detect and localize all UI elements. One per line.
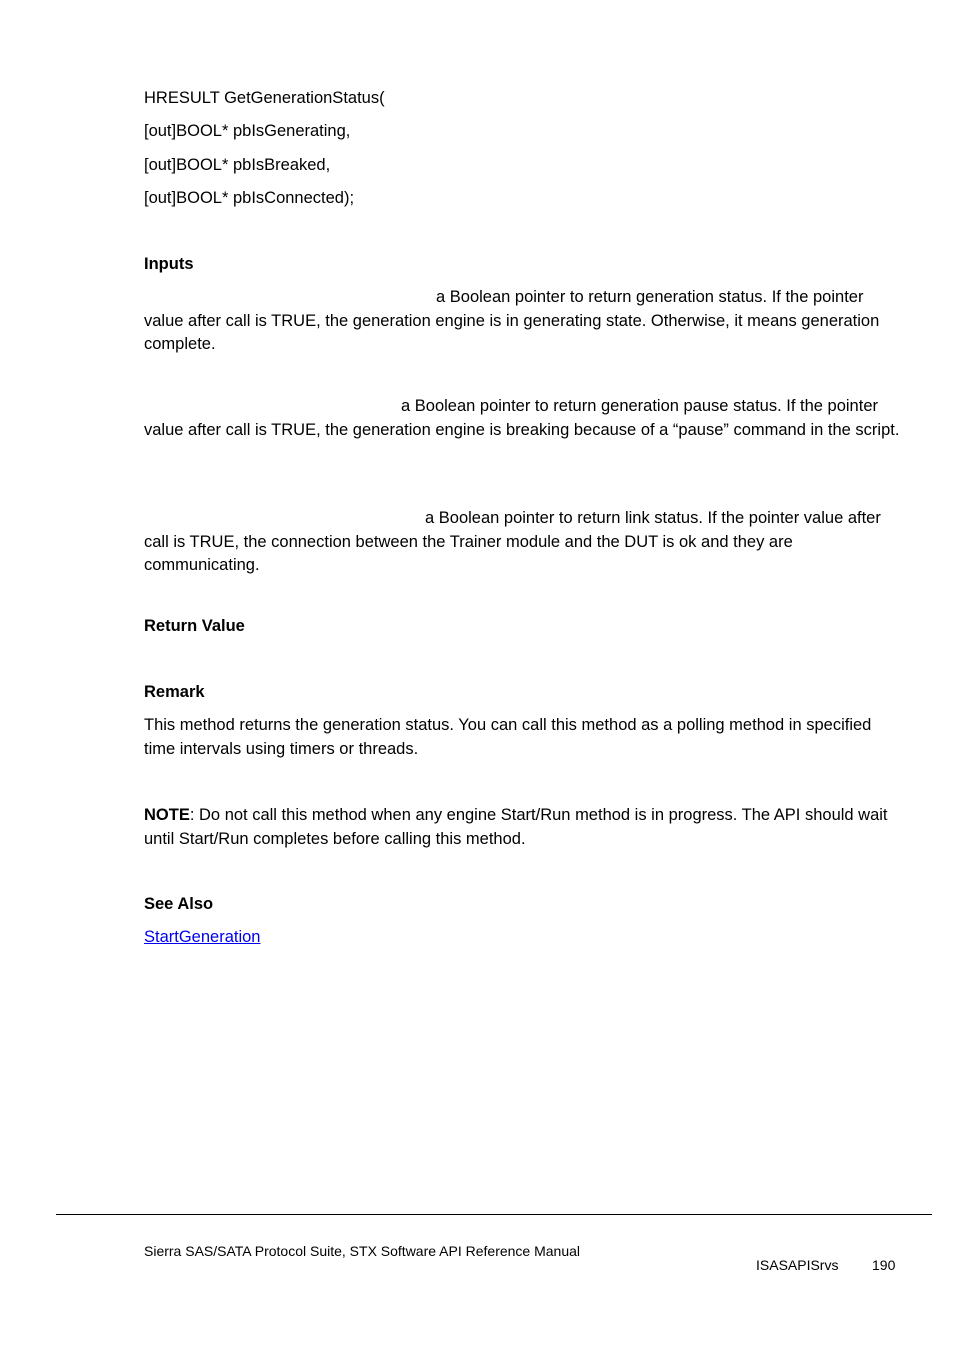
start-generation-link[interactable]: StartGeneration [144, 928, 261, 946]
signature-line-1: HRESULT GetGenerationStatus( [144, 89, 385, 107]
inputs-heading: Inputs [144, 255, 194, 273]
note-paragraph [144, 804, 904, 851]
remark-heading: Remark [144, 683, 205, 701]
param-breaked-text: a Boolean pointer to return generation pause status. If the pointer value after call is TRUE, the generation engine is breaking because of a “pause” command in the script. [144, 397, 900, 439]
note-text: : Do not call this method when any engine Start/Run method is in progress. The API should wait until Start/Run completes before calling this method. [144, 806, 888, 848]
footer-title: Sierra SAS/SATA Protocol Suite, STX Software API Reference Manual [144, 1243, 581, 1259]
signature-line-3: [out]BOOL* pbIsBreaked, [144, 156, 331, 174]
note-label: NOTE [144, 806, 190, 824]
param-breaked-description [144, 395, 904, 442]
param-generating-description [144, 286, 904, 357]
see-also-heading: See Also [144, 895, 214, 913]
param-connected-description [144, 507, 904, 578]
footer-section: ISASAPISrvs [756, 1257, 839, 1273]
footer-divider [56, 1214, 932, 1215]
see-also-links [144, 926, 260, 950]
remark-text: This method returns the generation status. You can call this method as a polling method in specified time intervals using timers or threads. [144, 716, 872, 758]
param-generating-text: a Boolean pointer to return generation status. If the pointer value after call is TRUE, the generation engine is in generating state. Otherwise, it means generation complete. [144, 288, 880, 353]
signature-line-2: [out]BOOL* pbIsGenerating, [144, 122, 351, 140]
param-connected-text: a Boolean pointer to return link status. If the pointer value after call is TRUE, the connection between the Trainer module and the DUT is ok and they are communicating. [144, 509, 881, 574]
footer-page-number: 190 [872, 1257, 896, 1273]
return-value-heading: Return Value [144, 617, 245, 635]
signature-line-4: [out]BOOL* pbIsConnected); [144, 189, 355, 207]
